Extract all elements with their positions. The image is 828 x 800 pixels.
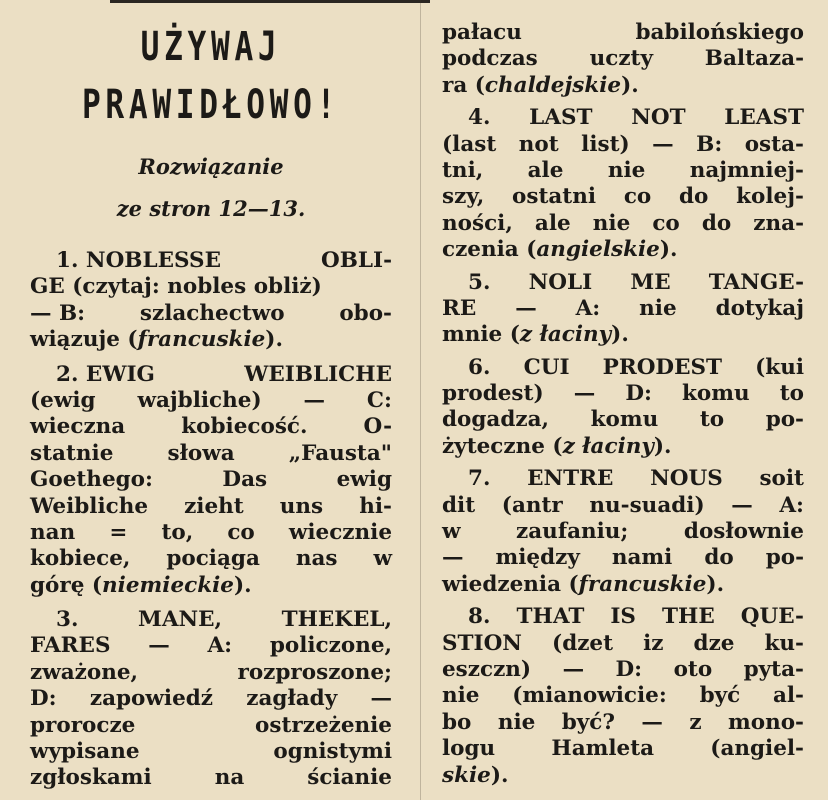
text-line [442,73,804,99]
text-line [442,604,804,630]
word: pałacu [442,20,522,45]
paragraph [442,270,804,349]
text-run: ). [233,572,252,598]
italic-run: niemieckie [102,572,234,598]
word: al- [772,683,804,709]
word: być [699,683,741,709]
word: — [731,492,753,518]
word: logu [442,736,496,762]
text-line [30,607,392,633]
word: GE (czytaj: nobles obliż) [30,274,322,300]
word: 8. [468,604,491,630]
text-line [30,274,392,300]
text-line [442,322,804,348]
word: prodest) [442,381,544,407]
word: soit [759,466,804,492]
word: D: [615,656,643,682]
word: Weibliche [30,493,149,519]
word: — [515,295,537,321]
right-column-body [442,20,804,789]
word: QUE- [740,604,804,630]
italic-run: z łaciny [562,433,654,459]
word: O- [363,414,392,440]
word: prorocze [30,712,136,738]
text-line [442,631,804,657]
word: THEKEL, [281,607,392,633]
word: RE [442,295,477,321]
word: wieczna [30,414,126,440]
text-line [30,494,392,520]
word: iz [643,630,664,656]
text-run: ra ( [442,72,485,98]
word: (angiel- [710,736,804,762]
word: 6. [468,354,491,380]
word: kolej- [736,184,804,210]
word: nan [30,519,76,545]
word: nie [592,210,631,236]
word: eszczn) [442,656,532,682]
word: NOT [631,105,686,131]
word: Baltaza- [704,46,804,72]
word: po- [765,407,804,433]
word: zważone, [30,659,138,685]
text-line [442,381,804,407]
text-run: mnie ( [442,322,520,348]
word: THE [662,604,715,630]
word: między [495,545,580,571]
text-line [30,546,392,572]
text-line [442,683,804,709]
italic-run: skie [442,762,491,788]
text-line [442,466,804,492]
italic-run: angielskie [536,237,660,263]
text-line [442,184,804,210]
text-line [442,46,804,72]
word: (mianowicie: [512,683,667,709]
word: D: [625,381,652,407]
text-line [442,211,804,237]
word: — [641,709,663,735]
word: z [689,709,702,735]
word: wypisane [30,739,140,765]
word: PRODEST [602,354,722,380]
word: policzone, [269,633,392,659]
word: dit [442,492,476,518]
word: ostatni [512,184,597,210]
text-run: ). [621,72,639,98]
text-line [30,713,392,739]
word: ognistymi [273,739,392,765]
text-line [442,572,804,598]
word: nami [611,545,673,571]
word: (last [442,131,497,157]
text-line [442,132,804,158]
word: 2. EWIG [56,361,155,387]
word: LAST [529,105,593,131]
word: to, [161,519,194,545]
headline-line-1: UŻYWAJ [140,24,282,70]
text-line [442,237,804,263]
right-column [442,0,804,789]
word: po- [765,545,804,571]
text-line [30,520,392,546]
word: Goethego: [30,467,153,493]
text-line [30,327,392,353]
word: dosłownie [683,519,804,545]
word: — [562,656,585,682]
paragraph [442,604,804,789]
word: bo [442,709,472,735]
text-run: wiedzenia ( [442,571,579,597]
text-line [30,441,392,467]
word: zaufaniu; [516,519,629,545]
word: słowa [167,440,235,466]
word: nie [497,709,536,735]
text-run: żyteczne ( [442,433,563,459]
word: komu [682,381,750,407]
word: FARES [30,633,111,659]
word: WEIBLICHE [244,361,392,387]
word: to [699,407,725,433]
text-line [442,20,804,46]
word: 5. [468,269,491,295]
word: list) [581,131,630,157]
text-line [442,519,804,545]
word: Hamleta [551,736,655,762]
word: co [227,519,255,545]
word: co [623,184,652,210]
text-line [30,765,392,791]
text-line [442,105,804,131]
word: obo- [339,300,392,326]
word: not [518,131,559,157]
word: do [704,545,734,571]
word: 7. [468,466,491,492]
word: podczas [442,46,538,72]
word: OBLI- [321,248,392,273]
word: zna- [753,210,804,236]
word: ewig [336,467,392,493]
word: A: [575,295,601,321]
paragraph-gap [30,354,392,362]
word: to [779,381,804,407]
word: STION [442,630,522,656]
word: w [442,519,461,545]
word: NOLI [528,269,593,295]
text-line [442,407,804,433]
word: ale [527,157,564,183]
word: ności, [442,210,513,236]
word: LEAST [724,105,804,131]
text-line [30,388,392,414]
word: szy, [442,184,485,210]
word: pociąga [166,546,260,572]
word: kobiecość. [181,414,308,440]
word: zieht [184,493,244,519]
word: „Fausta" [288,440,392,466]
left-column-body [30,248,392,792]
word: kobiece, [30,546,131,572]
headline-line-2: PRAWIDŁOWO! [81,82,341,128]
word: — [573,381,596,407]
word: najmniej- [689,157,804,183]
word: C: [366,387,392,413]
word: oto [673,656,713,682]
word: ku- [764,630,804,656]
italic-run: chaldejskie [484,72,622,98]
word: do [701,210,732,236]
word: 3. [56,607,79,633]
subhead-line-1: Rozwiązanie [138,154,284,179]
word: pyta- [743,656,804,682]
text-line [442,657,804,683]
word: B: [696,131,723,157]
paragraph [30,607,392,792]
column-divider [420,0,421,800]
word: komu [590,407,659,433]
text-line [442,355,804,381]
word: TANGE- [708,269,804,295]
word: (antr [501,492,563,518]
text-run: ). [611,322,629,348]
text-line [442,493,804,519]
word: co [652,210,680,236]
word: statnie [30,440,114,466]
paragraph [30,248,392,354]
word: Das [222,467,268,493]
word: (ewig [30,387,96,413]
text-line [30,414,392,440]
text-run: wiązuje ( [30,327,138,353]
text-run: ). [653,433,672,459]
text-line [442,710,804,736]
word: ostrzeżenie [255,712,392,738]
word: MANE, [138,607,223,633]
text-line [30,633,392,659]
paragraph [30,362,392,600]
text-line [442,736,804,762]
word: nie [607,157,646,183]
text-line [442,545,804,571]
paragraph [442,105,804,263]
left-column [30,0,392,792]
word: uczty [589,46,653,72]
word: ME [630,269,671,295]
text-line [30,739,392,765]
word: — [148,633,170,659]
text-line [442,434,804,460]
word: A: [779,492,804,518]
text-line [30,248,392,274]
word: zapowiedź [89,686,213,712]
text-line [442,158,804,184]
text-run: ). [490,762,509,788]
paragraph [442,466,804,598]
word: — [442,545,464,571]
text-run: ). [706,571,725,597]
word: (kui [755,354,804,380]
text-line [442,270,804,296]
word: CUI [523,354,570,380]
word: wajbliche) [137,387,262,413]
word: zagłady [246,686,338,712]
word: osta- [744,131,804,157]
word: — B: [30,300,86,326]
italic-run: francuskie [578,571,707,597]
word: ENTRE [527,466,614,492]
text-run: górę ( [30,572,103,598]
italic-run: francuskie [137,327,266,353]
word: zgłoskami [30,765,152,791]
text-line [30,467,392,493]
text-line [30,301,392,327]
word: 4. [468,105,491,131]
text-line [442,296,804,322]
text-run: czenia ( [442,237,537,263]
word: mono- [727,709,804,735]
paragraph [442,355,804,461]
word: D: [30,686,57,712]
subhead-line-2: ze stron 12—13. [116,196,306,221]
word: babilońskiego [635,20,804,45]
word: nie [442,683,480,709]
word: — [652,131,674,157]
word: wiecznie [288,519,392,545]
word: nas [295,546,338,572]
word: być? [561,709,615,735]
text-line [30,573,392,599]
word: rozproszone; [237,659,392,685]
word: dze [693,630,735,656]
word: na [214,765,245,791]
text-line [442,763,804,789]
word: 1. NOBLESSE [56,248,221,273]
word: do [679,184,709,210]
paragraph-gap [30,599,392,607]
word: A: [207,633,233,659]
word: w [373,546,392,572]
word: nie [639,295,677,321]
word: — [303,387,326,413]
word: dotykaj [715,295,804,321]
word: (dzet [552,630,614,656]
word: THAT [516,604,585,630]
text-run: ). [659,237,678,263]
text-line [30,660,392,686]
word: ścianie [307,765,392,791]
paragraph-continuation [442,20,804,99]
word: nu-suadi) [589,492,705,518]
word: ale [534,210,571,236]
word: szlachectwo [139,300,285,326]
word: = [109,519,128,545]
word: — [370,686,392,712]
word: IS [610,604,636,630]
text-run: ). [265,327,283,353]
text-line [30,686,392,712]
word: uns [279,493,324,519]
word: tni, [442,157,484,183]
word: dogadza, [442,407,549,433]
text-line [30,362,392,388]
word: NOUS [650,466,723,492]
word: hi- [359,493,392,519]
italic-run: z łaciny [519,322,612,348]
